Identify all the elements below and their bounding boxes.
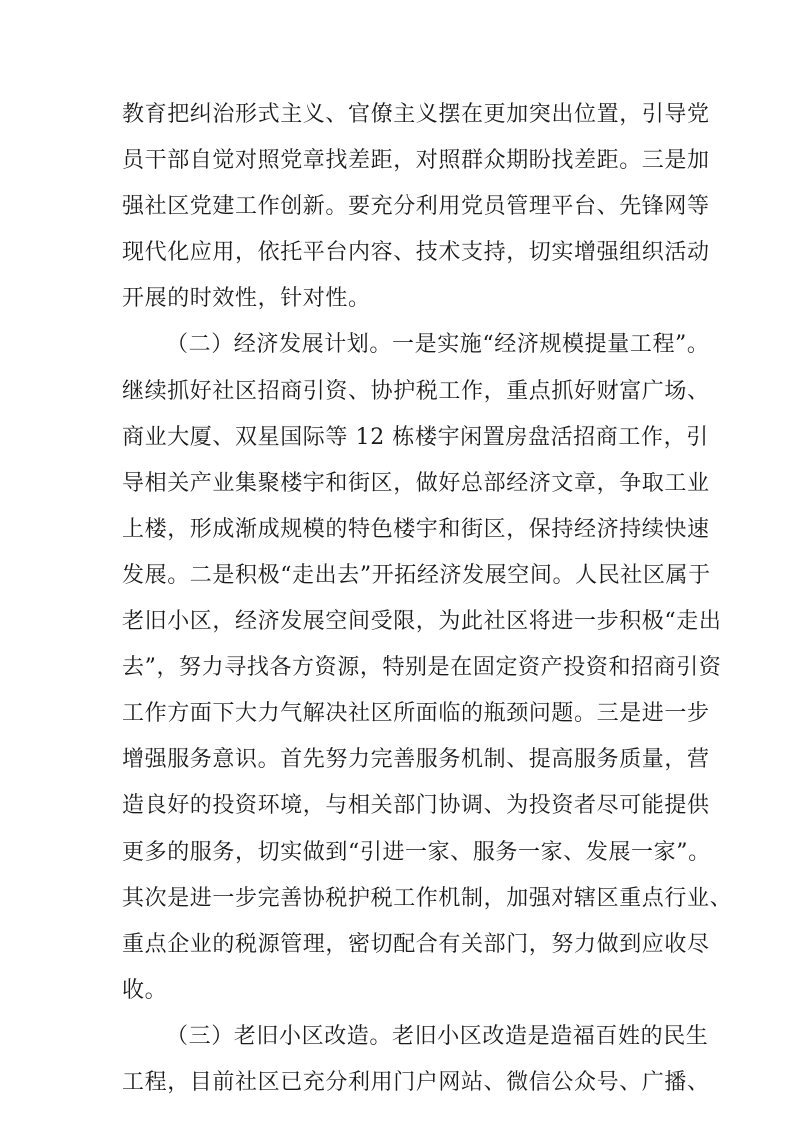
text-line: 上楼，形成渐成规模的特色楼宇和街区，保持经济持续快速 <box>122 516 710 542</box>
text-line: 强社区党建工作创新。要充分利用党员管理平台、先锋网等 <box>122 194 710 220</box>
text-line: 开展的时效性，针对性。 <box>122 286 371 312</box>
text-line: 其次是进一步完善协税护税工作机制，加强对辖区重点行业、 <box>122 885 733 911</box>
document-body <box>122 92 733 1106</box>
text-line: 导相关产业集聚楼宇和街区，做好总部经济文章，争取工业 <box>122 470 710 496</box>
text-line: 增强服务意识。首先努力完善服务机制、提高服务质量，营 <box>122 747 710 773</box>
text-line: 继续抓好社区招商引资、协护税工作，重点抓好财富广场、 <box>122 378 710 404</box>
text-line: 收。 <box>122 977 168 1003</box>
text-line: 更多的服务，切实做到“引进一家、服务一家、发展一家”。 <box>122 839 711 865</box>
text-line: 去”，努力寻找各方资源，特别是在固定资产投资和招商引资 <box>122 655 722 681</box>
text-line: 工程，目前社区已充分利用门户网站、微信公众号、广播、 <box>122 1069 710 1095</box>
text-line: 重点企业的税源管理，密切配合有关部门，努力做到应收尽 <box>122 931 710 957</box>
text-line: 老旧小区，经济发展空间受限，为此社区将进一步积极“走出 <box>122 609 722 635</box>
text-line: 商业大厦、双星国际等 12 栋楼宇闲置房盘活招商工作，引 <box>122 424 709 450</box>
text-line: 工作方面下大力气解决社区所面临的瓶颈问题。三是进一步 <box>122 701 710 727</box>
section-heading-line: （三）老旧小区改造。老旧小区改造是造福百姓的民生 <box>166 1023 709 1049</box>
text-line: 教育把纠治形式主义、官僚主义摆在更加突出位置，引导党 <box>122 102 710 127</box>
text-line: 员干部自觉对照党章找差距，对照群众期盼找差距。三是加 <box>122 148 710 174</box>
section-heading-line: （二）经济发展计划。一是实施“经济规模提量工程”。 <box>166 332 710 358</box>
text-line: 发展。二是积极“走出去”开拓经济发展空间。人民社区属于 <box>122 562 711 588</box>
text-line: 现代化应用，依托平台内容、技术支持，切实增强组织活动 <box>122 240 710 266</box>
text-line: 造良好的投资环境，与相关部门协调、为投资者尽可能提供 <box>122 793 710 819</box>
